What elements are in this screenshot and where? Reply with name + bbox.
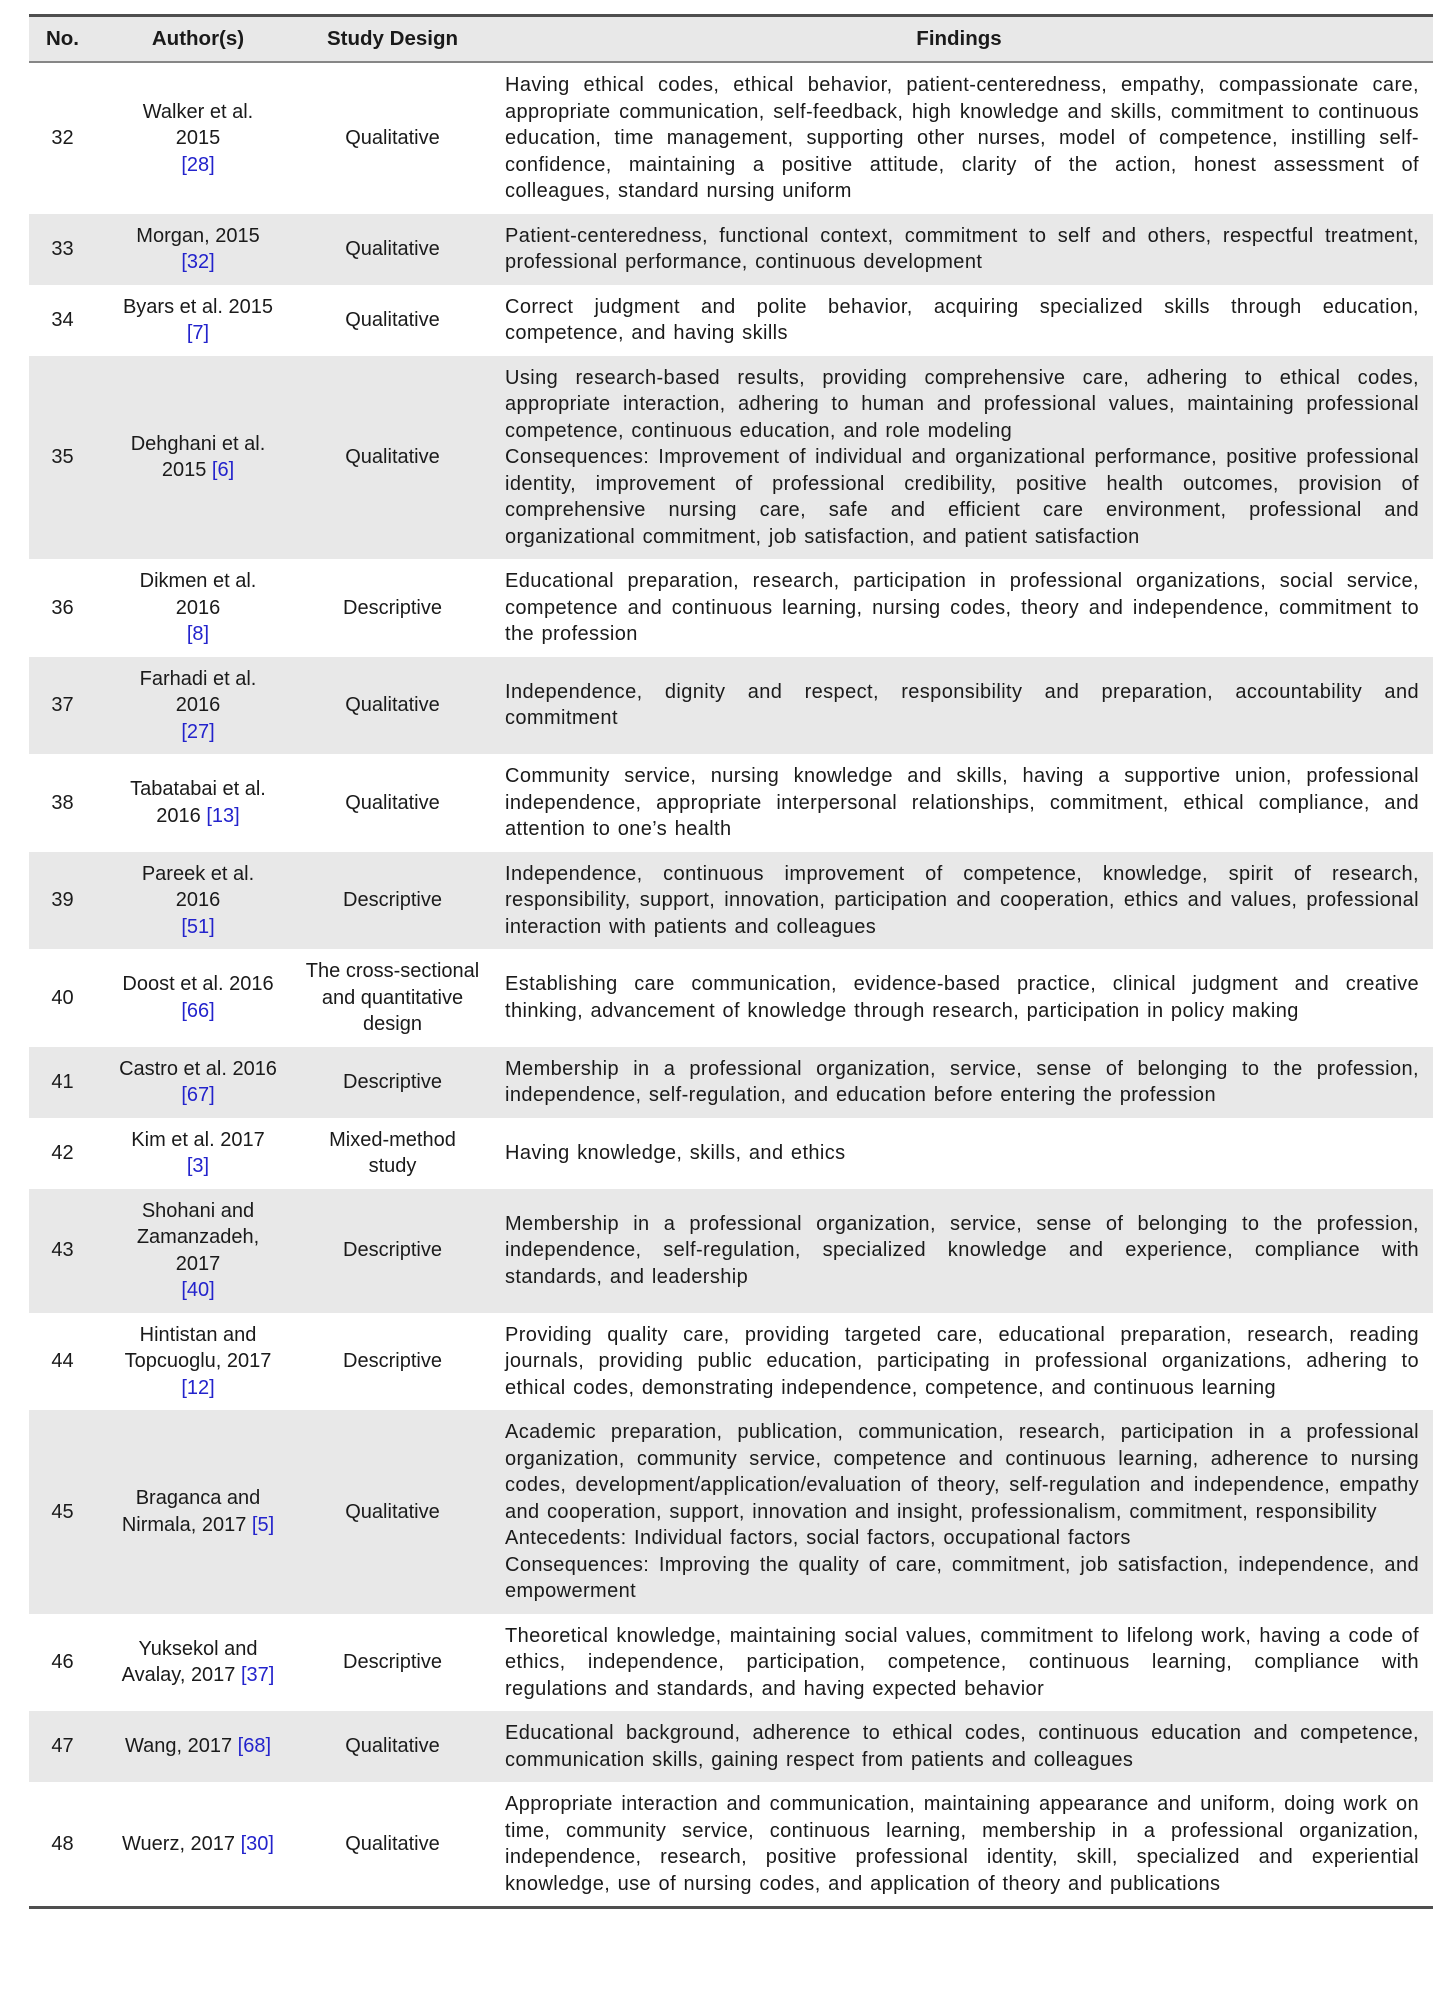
author-line: Topcuoglu, 2017 bbox=[124, 1350, 272, 1372]
table-row bbox=[29, 1782, 1433, 1908]
col-header-no: No. bbox=[29, 16, 96, 63]
findings-paragraph: Providing quality care, providing targeted care, educational preparation, research, reading journals, providing public education, participating in professional organizations, adhering to ethical codes, demonstrating independence, competence, and continuous learning bbox=[505, 1323, 1419, 1399]
study-design-cell: Qualitative bbox=[345, 308, 440, 331]
citation-ref[interactable]: [12] bbox=[181, 1376, 215, 1399]
author-ref-line bbox=[100, 1277, 296, 1304]
author-ref-line bbox=[100, 1082, 296, 1109]
citation-ref[interactable]: [7] bbox=[186, 322, 210, 344]
study-design-cell: Qualitative bbox=[345, 127, 440, 149]
row-number: 33 bbox=[29, 214, 96, 285]
findings-cell bbox=[485, 754, 1433, 852]
author-ref-prefix: Wuerz, 2017 bbox=[122, 1832, 241, 1855]
findings-paragraph: Consequences: Improving the quality of care, commitment, job satisfaction, independence, and empowerment bbox=[505, 1553, 1419, 1602]
row-number: 45 bbox=[29, 1410, 96, 1614]
author-cell bbox=[96, 1313, 300, 1411]
citation-ref[interactable]: [3] bbox=[186, 1155, 210, 1177]
citation-ref[interactable]: [67] bbox=[181, 1084, 215, 1106]
findings-cell bbox=[485, 1782, 1433, 1908]
citation-ref[interactable]: [37] bbox=[241, 1664, 275, 1687]
author-cell bbox=[96, 657, 300, 755]
table-row bbox=[29, 1313, 1433, 1411]
author-ref-line bbox=[100, 1662, 296, 1689]
author-line: 2016 bbox=[175, 694, 221, 716]
author-cell bbox=[96, 214, 300, 285]
author-line: Castro et al. 2016 bbox=[119, 1057, 277, 1080]
findings-paragraph: Membership in a professional organization, service, sense of belonging to the profession, independence, self-regulation, specialized knowledge and experience, compliance with standards, and leadership bbox=[505, 1212, 1419, 1288]
findings-paragraph: Independence, continuous improvement of competence, knowledge, spirit of research, responsibility, support, innovation, participation and cooperation, ethics and values, professional interaction with patients and colleagues bbox=[505, 862, 1419, 938]
citation-ref[interactable]: [13] bbox=[206, 804, 240, 827]
row-number: 43 bbox=[29, 1189, 96, 1313]
findings-cell bbox=[485, 1410, 1433, 1614]
author-cell bbox=[96, 949, 300, 1047]
row-number: 32 bbox=[51, 127, 74, 149]
author-ref-prefix: Nirmala, 2017 bbox=[121, 1513, 252, 1536]
findings-paragraph: Community service, nursing knowledge and skills, having a supportive union, professional independence, appropriate interpersonal relationships, commitment, ethical compliance, and attention to one’s health bbox=[505, 765, 1419, 840]
author-line: 2017 bbox=[175, 1252, 221, 1275]
author-ref-prefix: Avalay, 2017 bbox=[121, 1664, 241, 1687]
table-row bbox=[29, 1711, 1433, 1782]
author-line: Braganca and bbox=[135, 1487, 261, 1510]
row-number: 38 bbox=[51, 791, 74, 814]
author-line: Tabatabai et al. bbox=[130, 778, 266, 801]
row-number: 42 bbox=[51, 1141, 74, 1164]
citation-ref[interactable]: [66] bbox=[181, 999, 215, 1022]
citation-ref[interactable]: [51] bbox=[181, 915, 215, 938]
author-line: Byars et al. 2015 bbox=[122, 295, 274, 318]
col-header-authors: Author(s) bbox=[96, 16, 300, 63]
study-design-cell: Descriptive bbox=[343, 596, 442, 619]
author-cell bbox=[96, 356, 300, 560]
citation-ref[interactable]: [28] bbox=[181, 153, 215, 176]
row-number: 34 bbox=[51, 308, 74, 331]
table-row bbox=[29, 1614, 1433, 1712]
study-design-cell: Descriptive bbox=[300, 1189, 485, 1313]
table-row bbox=[29, 657, 1433, 755]
author-line: Doost et al. 2016 bbox=[122, 973, 274, 996]
author-ref-line bbox=[100, 249, 296, 276]
author-cell bbox=[96, 559, 300, 657]
citation-ref[interactable]: [32] bbox=[181, 251, 215, 273]
findings-paragraph: Academic preparation, publication, communication, research, participation in a professional organization, community service, competence and continuous learning, adherence to nursing codes, development/application/evaluation of theory, self-regulation and independence, empathy and cooperation, support, innovation and insight, professionalism, commitment, responsibility bbox=[505, 1421, 1419, 1523]
study-design-cell: Qualitative bbox=[300, 1410, 485, 1614]
author-cell bbox=[96, 1614, 300, 1712]
author-line: Zamanzadeh, bbox=[136, 1226, 260, 1248]
table-row bbox=[29, 356, 1433, 560]
table-row bbox=[29, 852, 1433, 950]
header-row bbox=[29, 16, 1433, 63]
findings-cell bbox=[485, 1047, 1433, 1118]
findings-cell bbox=[485, 1118, 1433, 1189]
findings-cell bbox=[485, 285, 1433, 356]
author-cell bbox=[96, 62, 300, 214]
findings-cell bbox=[485, 356, 1433, 560]
findings-paragraph: Membership in a professional organization, service, sense of belonging to the profession, independence, self-regulation, and education before entering the profession bbox=[505, 1057, 1419, 1106]
findings-paragraph: Having knowledge, skills, and ethics bbox=[505, 1141, 846, 1164]
table-header bbox=[29, 16, 1433, 63]
author-line: Morgan, 2015 bbox=[136, 224, 260, 247]
author-line: Farhadi et al. bbox=[139, 667, 257, 690]
citation-ref[interactable]: [68] bbox=[237, 1735, 272, 1758]
citation-ref[interactable]: [6] bbox=[211, 459, 235, 482]
findings-paragraph: Having ethical codes, ethical behavior, patient-centeredness, empathy, compassionate care, appropriate communication, self-feedback, high knowledge and skills, commitment to continuous education, time management, supporting other nurses, model of competence, instilling self-confidence, maintaining a positive attitude, clarity of the action, honest assessment of colleagues, standard nursing uniform bbox=[505, 74, 1419, 202]
citation-ref[interactable]: [8] bbox=[186, 623, 210, 645]
author-ref-line bbox=[100, 1512, 296, 1539]
author-line: Shohani and bbox=[141, 1199, 255, 1222]
author-ref-prefix: Wang, 2017 bbox=[124, 1735, 238, 1758]
row-number: 46 bbox=[51, 1651, 74, 1673]
findings-cell bbox=[485, 852, 1433, 950]
author-ref-line bbox=[100, 998, 296, 1025]
row-number: 35 bbox=[29, 356, 96, 560]
findings-cell bbox=[485, 949, 1433, 1047]
findings-paragraph: Patient-centeredness, functional context, commitment to self and others, respectful treatment, professional performance, continuous development bbox=[505, 224, 1419, 273]
author-cell bbox=[96, 1118, 300, 1189]
table-row bbox=[29, 214, 1433, 285]
col-header-findings: Findings bbox=[485, 16, 1433, 63]
findings-cell bbox=[485, 1313, 1433, 1411]
author-cell bbox=[96, 285, 300, 356]
author-line: Dehghani et al. bbox=[130, 432, 266, 455]
findings-cell bbox=[485, 1711, 1433, 1782]
findings-paragraph: Consequences: Improvement of individual and organizational performance, positive professional identity, improvement of professional credibility, positive health outcomes, provision of comprehensive nursing care, safe and efficient care environment, professional and organizational commitment, job satisfaction, and patient satisfaction bbox=[505, 446, 1419, 548]
author-ref-line bbox=[100, 621, 296, 648]
study-design-cell: Qualitative bbox=[300, 214, 485, 285]
author-line: Yuksekol and bbox=[138, 1637, 258, 1660]
author-ref-line bbox=[100, 1375, 296, 1402]
study-design-cell: Descriptive bbox=[300, 1047, 485, 1118]
findings-paragraph: Theoretical knowledge, maintaining social values, commitment to lifelong work, having a code of ethics, independence, participation, competence, continuous learning, compliance with regulations and standards, and having expected behavior bbox=[505, 1624, 1419, 1700]
author-cell bbox=[96, 1782, 300, 1908]
row-number: 44 bbox=[51, 1350, 74, 1372]
paper-table-wrapper bbox=[29, 14, 1433, 1909]
author-ref-prefix: 2016 bbox=[156, 804, 207, 827]
findings-paragraph: Appropriate interaction and communication, maintaining appearance and uniform, doing work on time, community service, continuous learning, membership in a professional organization, independence, research, positive professional identity, skill, specialized and experiential knowledge, use of nursing codes, and application of theory and publications bbox=[505, 1793, 1419, 1895]
study-design-cell: Qualitative bbox=[345, 1832, 440, 1855]
author-line: Walker et al. bbox=[142, 100, 254, 123]
author-ref-line bbox=[100, 457, 296, 484]
findings-paragraph: Establishing care communication, evidence-based practice, clinical judgment and creative thinking, advancement of knowledge through research, participation in policy making bbox=[505, 973, 1419, 1022]
author-cell bbox=[96, 1047, 300, 1118]
table-row bbox=[29, 754, 1433, 852]
author-line: Kim et al. 2017 bbox=[131, 1128, 265, 1151]
author-line: Pareek et al. bbox=[141, 862, 255, 885]
table-row bbox=[29, 1118, 1433, 1189]
row-number: 36 bbox=[51, 596, 74, 619]
study-design-cell: Mixed-method study bbox=[329, 1128, 456, 1177]
findings-cell bbox=[485, 1614, 1433, 1712]
author-ref-line bbox=[100, 803, 296, 830]
study-design-cell: Qualitative bbox=[300, 1711, 485, 1782]
author-ref-line bbox=[100, 320, 296, 347]
citation-ref[interactable]: [30] bbox=[240, 1832, 274, 1855]
author-line: 2016 bbox=[175, 889, 221, 911]
author-cell bbox=[96, 1711, 300, 1782]
table-row bbox=[29, 1189, 1433, 1313]
citation-ref[interactable]: [5] bbox=[251, 1513, 275, 1536]
findings-cell bbox=[485, 1189, 1433, 1313]
author-line: 2015 bbox=[175, 127, 221, 149]
row-number: 39 bbox=[29, 852, 96, 950]
study-design-cell: Qualitative bbox=[300, 657, 485, 755]
author-line: Dikmen et al. bbox=[139, 570, 257, 592]
findings-cell bbox=[485, 62, 1433, 214]
author-line: 2016 bbox=[175, 596, 221, 619]
citation-ref[interactable]: [40] bbox=[181, 1279, 215, 1301]
table-row bbox=[29, 1410, 1433, 1614]
findings-cell bbox=[485, 559, 1433, 657]
findings-table bbox=[29, 14, 1433, 1909]
author-cell bbox=[96, 754, 300, 852]
author-cell bbox=[96, 1189, 300, 1313]
author-ref-prefix: 2015 bbox=[161, 459, 212, 482]
row-number: 37 bbox=[29, 657, 96, 755]
row-number: 48 bbox=[51, 1832, 74, 1855]
author-ref-line bbox=[100, 1153, 296, 1180]
table-row bbox=[29, 1047, 1433, 1118]
table-row bbox=[29, 949, 1433, 1047]
row-number: 41 bbox=[29, 1047, 96, 1118]
citation-ref[interactable]: [27] bbox=[181, 720, 215, 743]
table-row bbox=[29, 62, 1433, 214]
findings-paragraph: Independence, dignity and respect, responsibility and preparation, accountability and commitment bbox=[505, 680, 1419, 730]
author-ref-line bbox=[100, 719, 296, 746]
table-body bbox=[29, 62, 1433, 1908]
findings-cell bbox=[485, 657, 1433, 755]
col-header-study-design: Study Design bbox=[300, 16, 485, 63]
author-ref-line bbox=[100, 1733, 296, 1760]
study-design-cell: Descriptive bbox=[343, 1350, 442, 1372]
author-ref-line bbox=[100, 1831, 296, 1858]
study-design-cell: Qualitative bbox=[300, 356, 485, 560]
study-design-cell: Qualitative bbox=[345, 791, 440, 814]
findings-paragraph: Antecedents: Individual factors, social factors, occupational factors bbox=[505, 1527, 1131, 1549]
row-number: 40 bbox=[51, 986, 74, 1009]
author-line: Hintistan and bbox=[139, 1323, 257, 1346]
findings-paragraph: Educational preparation, research, participation in professional organizations, social service, competence and continuous learning, nursing codes, theory and independence, commitment to the profession bbox=[505, 570, 1419, 645]
findings-paragraph: Correct judgment and polite behavior, acquiring specialized skills through education, competence, and having skills bbox=[505, 295, 1419, 344]
study-design-cell: Descriptive bbox=[300, 852, 485, 950]
author-ref-line bbox=[100, 914, 296, 941]
study-design-cell: Descriptive bbox=[343, 1651, 442, 1673]
author-ref-line bbox=[100, 152, 296, 179]
study-design-cell: The cross-sectional and quantitative design bbox=[305, 960, 480, 1035]
findings-paragraph: Educational background, adherence to ethical codes, continuous education and competence, communication skills, gaining respect from patients and colleagues bbox=[505, 1722, 1419, 1771]
findings-cell bbox=[485, 214, 1433, 285]
findings-paragraph: Using research-based results, providing comprehensive care, adhering to ethical codes, appropriate interaction, adhering to human and professional values, maintaining professional competence, continuous education, and role modeling bbox=[505, 366, 1419, 442]
author-cell bbox=[96, 1410, 300, 1614]
table-row bbox=[29, 559, 1433, 657]
table-row bbox=[29, 285, 1433, 356]
row-number: 47 bbox=[29, 1711, 96, 1782]
author-cell bbox=[96, 852, 300, 950]
